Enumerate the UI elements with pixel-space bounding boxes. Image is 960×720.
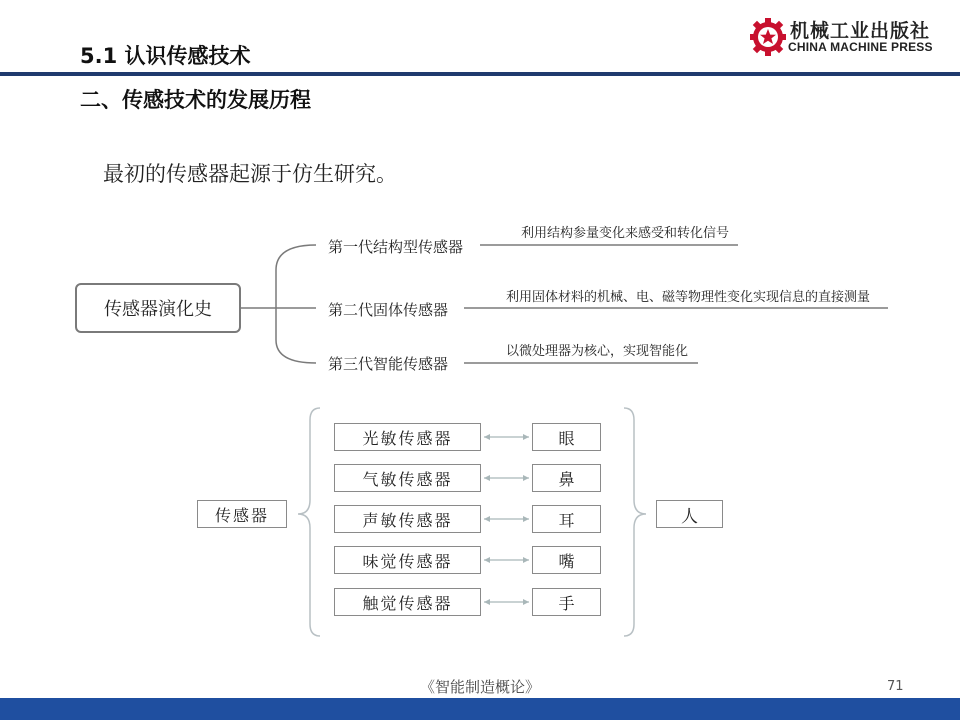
sensor-box-taste: 味觉传感器 — [334, 546, 481, 574]
sensor-box-gas: 气敏传感器 — [334, 464, 481, 492]
generation-3-description: 以微处理器为核心，实现智能化 — [506, 344, 689, 359]
sensor-box-touch: 触觉传感器 — [334, 588, 481, 616]
footer-book-title: 《智能制造概论》 — [419, 678, 540, 696]
generation-3-label: 第三代智能传感器 — [328, 355, 449, 373]
publisher-name-cn: 机械工业出版社 — [790, 20, 931, 42]
organ-box-nose: 鼻 — [532, 464, 601, 492]
sensor-box-light: 光敏传感器 — [334, 423, 481, 451]
sensor-box-sound: 声敏传感器 — [334, 505, 481, 533]
human-label: 人 — [656, 500, 723, 528]
section-title: 5.1 认识传感技术 — [80, 44, 251, 68]
generation-2-description: 利用固体材料的机械、电、磁等物理性变化实现信息的直接测量 — [506, 290, 871, 305]
organ-box-mouth: 嘴 — [532, 546, 601, 574]
publisher-name-en: CHINA MACHINE PRESS — [788, 40, 933, 54]
intro-text: 最初的传感器起源于仿生研究。 — [103, 162, 397, 186]
generation-1-description: 利用结构参量变化来感受和转化信号 — [521, 226, 730, 241]
slide-subtitle: 二、传感技术的发展历程 — [80, 88, 311, 112]
sensor-group-label: 传感器 — [197, 500, 287, 528]
organ-box-hand: 手 — [532, 588, 601, 616]
generation-1-label: 第一代结构型传感器 — [328, 238, 464, 256]
organ-box-ear: 耳 — [532, 505, 601, 533]
page-number: 71 — [887, 679, 904, 694]
footer-bar — [0, 698, 960, 720]
tree-root-node: 传感器演化史 — [75, 283, 241, 333]
organ-box-eye: 眼 — [532, 423, 601, 451]
generation-2-label: 第二代固体传感器 — [328, 301, 449, 319]
